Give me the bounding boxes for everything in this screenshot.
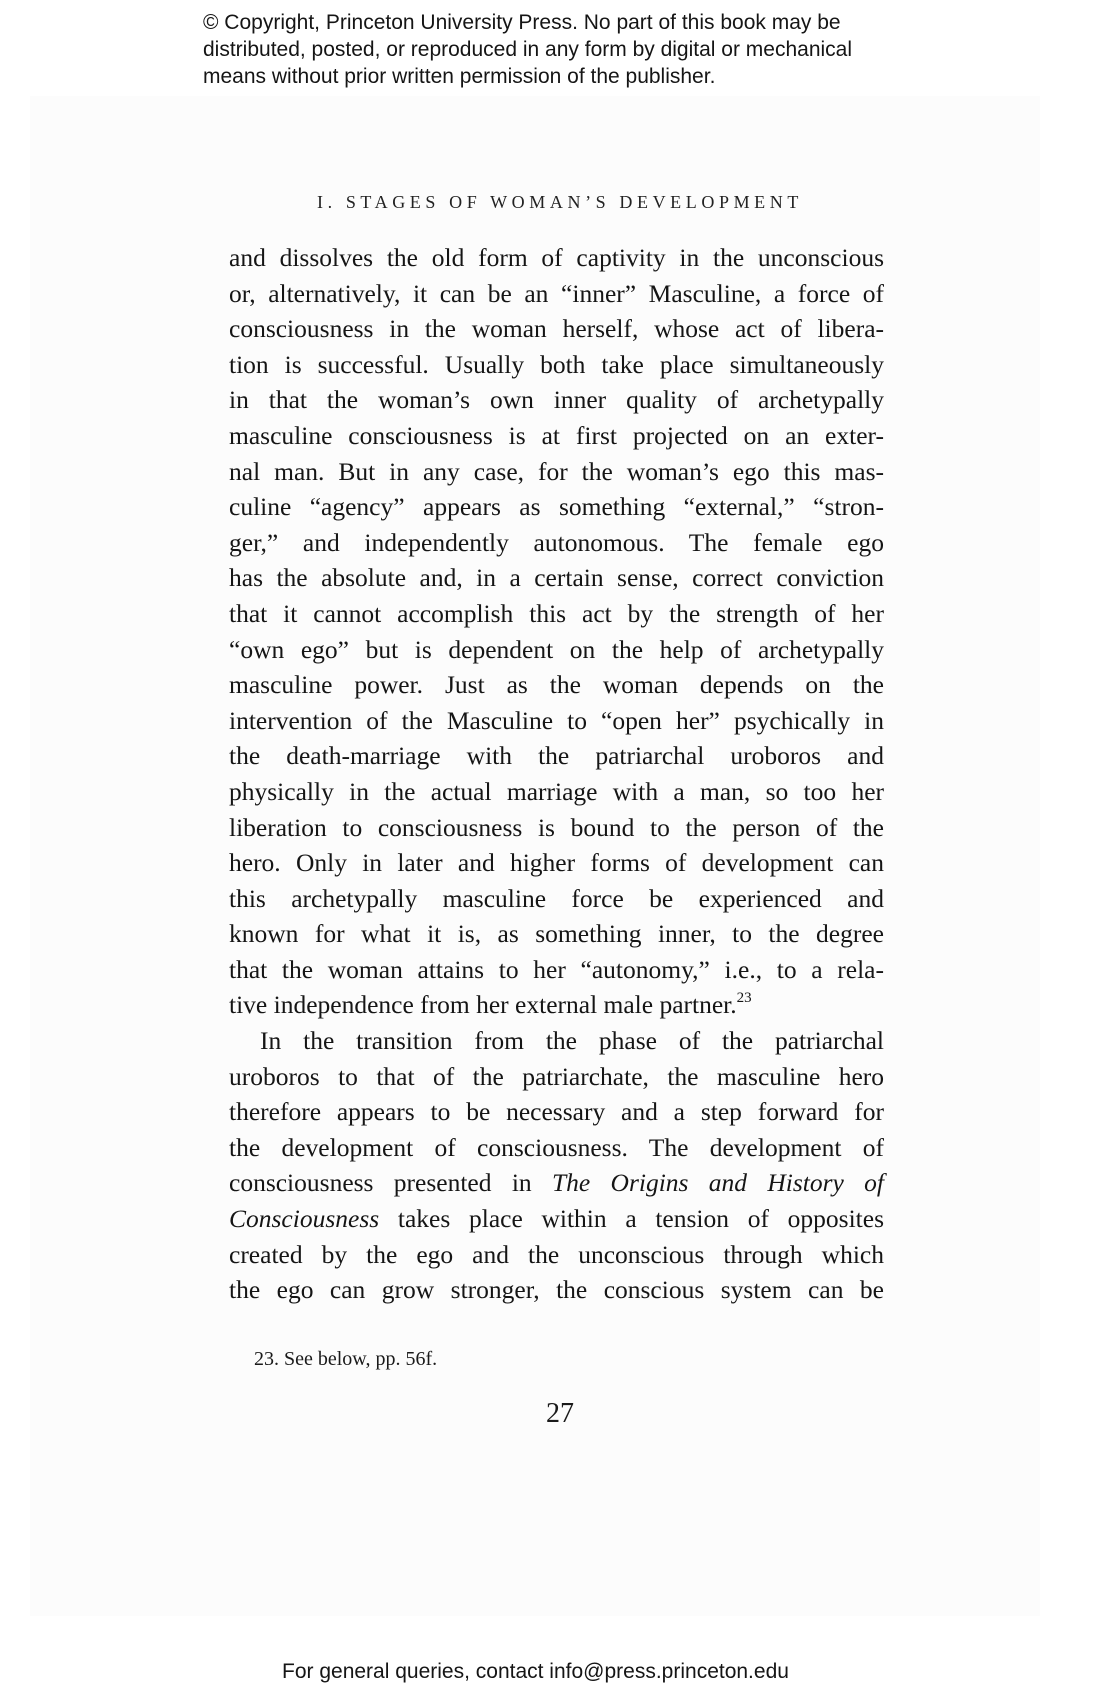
text-line: hero. Only in later and higher forms of development can [229, 848, 884, 878]
text-line: that it cannot accomplish this act by the strength of her [229, 598, 884, 628]
text-line: has the absolute and, in a certain sense, correct conviction [229, 563, 884, 593]
text-line: physically in the actual marriage with a man, so too her [229, 776, 884, 806]
paragraph [229, 1023, 884, 1308]
text-line: this archetypally masculine force be experienced and [229, 883, 884, 913]
copyright-line: means without prior written permission of the publisher. [203, 65, 716, 88]
text-line: or, alternatively, it can be an “inner” Masculine, a force of [229, 278, 884, 308]
footnote-reference[interactable]: 23 [736, 989, 752, 1006]
copyright-line: distributed, posted, or reproduced in any form by digital or mechanical [203, 38, 853, 61]
text-line [229, 1201, 884, 1237]
book-title: The Origins and History of [551, 1168, 884, 1198]
text-line: masculine power. Just as the woman depends on the [229, 670, 884, 700]
paragraph [229, 240, 884, 1023]
running-head: I. STAGES OF WOMAN’S DEVELOPMENT [317, 192, 803, 212]
text-line: uroboros to that of the patriarchate, the masculine hero [229, 1061, 884, 1091]
text-line: created by the ego and the unconscious through which [229, 1239, 884, 1269]
text-line: tion is successful. Usually both take place simultaneously [229, 349, 884, 379]
text-line: in that the woman’s own inner quality of archetypally [229, 385, 884, 415]
text-line [229, 987, 884, 1023]
text-line [229, 1165, 884, 1201]
book-title: Consciousness [229, 1204, 380, 1234]
last-line-text: tive independence from her external male partner. [229, 990, 737, 1020]
text-run: takes place within a tension of opposites [379, 1204, 884, 1234]
text-line: “own ego” but is dependent on the help of archetypally [229, 634, 884, 664]
text-line: culine “agency” appears as something “external,” “stron- [229, 492, 884, 522]
text-line: that the woman attains to her “autonomy,” i.e., to a rela- [229, 954, 884, 984]
contact-footer: For general queries, contact info@press.princeton.edu [282, 1660, 789, 1683]
text-line: masculine consciousness is at first projected on an exter- [229, 420, 884, 450]
text-line: nal man. But in any case, for the woman’s ego this mas- [229, 456, 884, 486]
copyright-line: © Copyright, Princeton University Press. No part of this book may be [203, 11, 841, 34]
footnote: 23. See below, pp. 56f. [254, 1348, 438, 1370]
copyright-notice [203, 9, 963, 90]
text-line: intervention of the Masculine to “open her” psychically in [229, 705, 884, 735]
text-line: known for what it is, as something inner, to the degree [229, 919, 884, 949]
text-line: liberation to consciousness is bound to the person of the [229, 812, 884, 842]
text-line: ger,” and independently autonomous. The female ego [229, 527, 884, 557]
page-number: 27 [546, 1398, 574, 1429]
text-line: therefore appears to be necessary and a step forward for [229, 1097, 884, 1127]
text-run: consciousness presented in [229, 1168, 552, 1198]
text-line: the death-marriage with the patriarchal uroboros and [229, 741, 884, 771]
text-line: the ego can grow stronger, the conscious system can be [229, 1275, 884, 1305]
text-line: In the transition from the phase of the patriarchal [260, 1026, 884, 1056]
text-line: consciousness in the woman herself, whose act of libera- [229, 314, 884, 344]
body-text [229, 240, 884, 1308]
text-line: and dissolves the old form of captivity in the unconscious [229, 243, 884, 272]
text-line: the development of consciousness. The development of [229, 1132, 884, 1162]
